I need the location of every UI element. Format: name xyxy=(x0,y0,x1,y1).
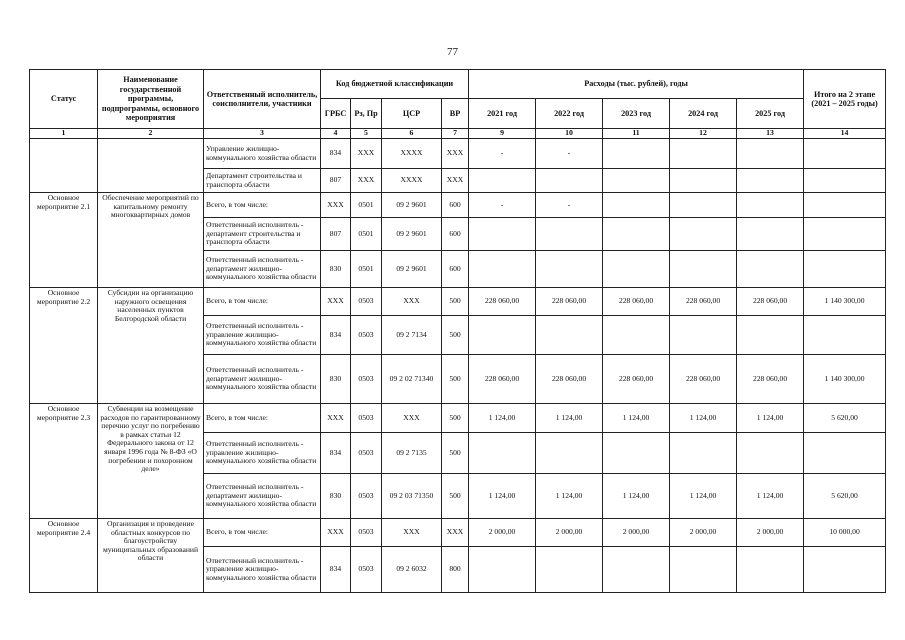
cell-csr: 09 2 6032 xyxy=(382,547,442,593)
cell-csr: 09 2 7134 xyxy=(382,316,442,355)
header-budget-code: Код бюджетной классификации xyxy=(321,70,469,99)
header-grbs: ГРБС xyxy=(321,99,351,129)
table-header xyxy=(30,70,886,139)
responsible-cell: Всего, в том числе: xyxy=(204,193,321,218)
header-status: Статус xyxy=(30,70,98,129)
cell-2024 xyxy=(670,139,737,169)
cell-2023 xyxy=(603,139,670,169)
header-vr: ВР xyxy=(442,99,469,129)
cell-2022: 1 124,00 xyxy=(536,404,603,433)
cell-2022 xyxy=(536,251,603,288)
cell-2021 xyxy=(469,169,536,193)
cell-csr: XXX xyxy=(382,288,442,316)
cell-grbs: XXX xyxy=(321,288,351,316)
responsible-cell: Всего, в том числе: xyxy=(204,519,321,547)
cell-csr: 09 2 9601 xyxy=(382,193,442,218)
table-row xyxy=(30,139,886,169)
table-row xyxy=(30,404,886,433)
cell-2024 xyxy=(670,251,737,288)
cell-2021 xyxy=(469,433,536,474)
header-2022: 2022 год xyxy=(536,99,603,129)
cell-rzpr: XXX xyxy=(351,169,382,193)
cell-csr: XXX xyxy=(382,519,442,547)
cell-grbs: 807 xyxy=(321,169,351,193)
cell-vr: 500 xyxy=(442,355,469,404)
cell-2024: 1 124,00 xyxy=(670,404,737,433)
table-row xyxy=(30,288,886,316)
cell-total xyxy=(804,316,886,355)
cell-rzpr: 0501 xyxy=(351,251,382,288)
cell-2021: - xyxy=(469,193,536,218)
col-number: 4 xyxy=(321,129,351,139)
cell-2025 xyxy=(737,193,804,218)
header-2021: 2021 год xyxy=(469,99,536,129)
table-row xyxy=(30,193,886,218)
cell-grbs: 834 xyxy=(321,316,351,355)
cell-csr: XXX xyxy=(382,404,442,433)
status-cell: Основное мероприятие 2.1 xyxy=(30,193,98,288)
cell-total xyxy=(804,547,886,593)
cell-2025 xyxy=(737,251,804,288)
cell-2021: 2 000,00 xyxy=(469,519,536,547)
cell-2021: 1 124,00 xyxy=(469,404,536,433)
table-body xyxy=(30,139,886,593)
cell-grbs: 830 xyxy=(321,251,351,288)
responsible-cell: Ответственный исполнитель - управление жилищно-коммунального хозяйства области xyxy=(204,433,321,474)
cell-2025: 1 124,00 xyxy=(737,404,804,433)
cell-2021 xyxy=(469,547,536,593)
status-cell xyxy=(30,139,98,193)
cell-2025: 228 060,00 xyxy=(737,288,804,316)
col-number: 5 xyxy=(351,129,382,139)
cell-total xyxy=(804,218,886,251)
status-cell: Основное мероприятие 2.2 xyxy=(30,288,98,404)
responsible-cell: Департамент строительства и транспорта области xyxy=(204,169,321,193)
cell-vr: 500 xyxy=(442,288,469,316)
responsible-cell: Ответственный исполнитель - департамент жилищно-коммунального хозяйства области xyxy=(204,251,321,288)
cell-total xyxy=(804,169,886,193)
cell-2024 xyxy=(670,433,737,474)
cell-vr: 500 xyxy=(442,316,469,355)
cell-2024: 2 000,00 xyxy=(670,519,737,547)
col-number: 10 xyxy=(536,129,603,139)
cell-2022 xyxy=(536,316,603,355)
cell-grbs: XXX xyxy=(321,404,351,433)
cell-total: 10 000,00 xyxy=(804,519,886,547)
responsible-cell: Управление жилищно-коммунального хозяйства области xyxy=(204,139,321,169)
header-rzpr: Рз, Пр xyxy=(351,99,382,129)
cell-csr: 09 2 9601 xyxy=(382,251,442,288)
cell-2023 xyxy=(603,547,670,593)
cell-2022: 228 060,00 xyxy=(536,355,603,404)
cell-vr: XXX xyxy=(442,139,469,169)
cell-csr: 09 2 02 71340 xyxy=(382,355,442,404)
col-number: 3 xyxy=(204,129,321,139)
page-number: 77 xyxy=(447,46,458,58)
cell-2025 xyxy=(737,316,804,355)
cell-csr: XXXX xyxy=(382,139,442,169)
event-name-cell: Субсидии на организацию наружного освещения населенных пунктов Белгородской области xyxy=(98,288,204,404)
cell-grbs: 830 xyxy=(321,355,351,404)
cell-2022 xyxy=(536,433,603,474)
responsible-cell: Ответственный исполнитель - департамент жилищно-коммунального хозяйства области xyxy=(204,355,321,404)
header-2024: 2024 год xyxy=(670,99,737,129)
cell-2022: - xyxy=(536,193,603,218)
status-cell: Основное мероприятие 2.3 xyxy=(30,404,98,519)
event-name-cell: Обеспечение мероприятий по капитальному ремонту многоквартирных домов xyxy=(98,193,204,288)
cell-2024: 228 060,00 xyxy=(670,355,737,404)
cell-2023 xyxy=(603,433,670,474)
cell-2023: 228 060,00 xyxy=(603,288,670,316)
cell-vr: 600 xyxy=(442,218,469,251)
cell-rzpr: 0503 xyxy=(351,355,382,404)
cell-2024 xyxy=(670,547,737,593)
cell-grbs: 834 xyxy=(321,139,351,169)
cell-rzpr: 0503 xyxy=(351,433,382,474)
column-numbers-row xyxy=(30,129,886,139)
cell-2024 xyxy=(670,193,737,218)
cell-vr: XXX xyxy=(442,519,469,547)
cell-2025 xyxy=(737,218,804,251)
event-name-cell: Субвенции на возмещение расходов по гарантированному перечню услуг по погребению в рамках статьи 12 Федерального закона от 12 января 1996 года № 8-ФЗ «О погребении и похоронном деле» xyxy=(98,404,204,519)
cell-2023: 1 124,00 xyxy=(603,404,670,433)
responsible-cell: Ответственный исполнитель - департамент жилищно-коммунального хозяйства области xyxy=(204,474,321,519)
table-row xyxy=(30,519,886,547)
cell-2021 xyxy=(469,251,536,288)
cell-2022: 1 124,00 xyxy=(536,474,603,519)
cell-2024 xyxy=(670,316,737,355)
cell-2021 xyxy=(469,316,536,355)
cell-total: 1 140 300,00 xyxy=(804,355,886,404)
cell-csr: 09 2 7135 xyxy=(382,433,442,474)
cell-2024 xyxy=(670,169,737,193)
responsible-cell: Ответственный исполнитель - управление жилищно-коммунального хозяйства области xyxy=(204,547,321,593)
cell-total xyxy=(804,193,886,218)
header-name: Наименование государственной программы, подпрограммы, основного мероприятия xyxy=(98,70,204,129)
cell-grbs: 834 xyxy=(321,547,351,593)
cell-2025 xyxy=(737,547,804,593)
cell-grbs: XXX xyxy=(321,519,351,547)
cell-vr: 600 xyxy=(442,251,469,288)
event-name-cell: Организация и проведение областных конкурсов по благоустройству муниципальных образований области xyxy=(98,519,204,593)
cell-2022 xyxy=(536,218,603,251)
cell-rzpr: XXX xyxy=(351,139,382,169)
budget-table xyxy=(29,69,886,593)
cell-rzpr: 0503 xyxy=(351,547,382,593)
responsible-cell: Ответственный исполнитель - управление жилищно-коммунального хозяйства области xyxy=(204,316,321,355)
cell-2024 xyxy=(670,218,737,251)
cell-rzpr: 0503 xyxy=(351,288,382,316)
cell-total: 5 620,00 xyxy=(804,474,886,519)
cell-2023 xyxy=(603,316,670,355)
cell-2023 xyxy=(603,251,670,288)
cell-2021: 228 060,00 xyxy=(469,288,536,316)
cell-total: 5 620,00 xyxy=(804,404,886,433)
col-number: 2 xyxy=(98,129,204,139)
cell-grbs: XXX xyxy=(321,193,351,218)
responsible-cell: Всего, в том числе: xyxy=(204,288,321,316)
name-cell xyxy=(98,139,204,193)
col-number: 9 xyxy=(469,129,536,139)
cell-2023: 228 060,00 xyxy=(603,355,670,404)
cell-rzpr: 0503 xyxy=(351,474,382,519)
header-responsible: Ответственный исполнитель, соисполнители, участники xyxy=(204,70,321,129)
cell-grbs: 807 xyxy=(321,218,351,251)
cell-grbs: 830 xyxy=(321,474,351,519)
cell-2022: 228 060,00 xyxy=(536,288,603,316)
cell-2022 xyxy=(536,547,603,593)
cell-rzpr: 0503 xyxy=(351,519,382,547)
cell-2023 xyxy=(603,218,670,251)
status-cell: Основное мероприятие 2.4 xyxy=(30,519,98,593)
col-number: 1 xyxy=(30,129,98,139)
cell-2021 xyxy=(469,218,536,251)
cell-2023: 1 124,00 xyxy=(603,474,670,519)
cell-rzpr: 0501 xyxy=(351,193,382,218)
cell-2022: 2 000,00 xyxy=(536,519,603,547)
header-expenses: Расходы (тыс. рублей), годы xyxy=(469,70,804,99)
cell-csr: XXXX xyxy=(382,169,442,193)
cell-2023: 2 000,00 xyxy=(603,519,670,547)
responsible-cell: Всего, в том числе: xyxy=(204,404,321,433)
cell-2023 xyxy=(603,193,670,218)
header-2025: 2025 год xyxy=(737,99,804,129)
cell-grbs: 834 xyxy=(321,433,351,474)
cell-2022 xyxy=(536,169,603,193)
col-number: 12 xyxy=(670,129,737,139)
cell-vr: 600 xyxy=(442,193,469,218)
col-number: 13 xyxy=(737,129,804,139)
cell-vr: 500 xyxy=(442,404,469,433)
col-number: 7 xyxy=(442,129,469,139)
cell-total xyxy=(804,251,886,288)
cell-2025: 2 000,00 xyxy=(737,519,804,547)
cell-2025 xyxy=(737,169,804,193)
responsible-cell: Ответственный исполнитель - департамент строительства и транспорта области xyxy=(204,218,321,251)
cell-2024: 1 124,00 xyxy=(670,474,737,519)
cell-total xyxy=(804,433,886,474)
header-2023: 2023 год xyxy=(603,99,670,129)
cell-rzpr: 0503 xyxy=(351,316,382,355)
cell-2025 xyxy=(737,139,804,169)
col-number: 11 xyxy=(603,129,670,139)
cell-total: 1 140 300,00 xyxy=(804,288,886,316)
cell-csr: 09 2 9601 xyxy=(382,218,442,251)
cell-2021: 228 060,00 xyxy=(469,355,536,404)
header-total: Итого на 2 этапе (2021 – 2025 годы) xyxy=(804,70,886,129)
cell-vr: XXX xyxy=(442,169,469,193)
cell-2023 xyxy=(603,169,670,193)
cell-rzpr: 0503 xyxy=(351,404,382,433)
cell-2021: - xyxy=(469,139,536,169)
col-number: 6 xyxy=(382,129,442,139)
cell-2024: 228 060,00 xyxy=(670,288,737,316)
cell-2025: 228 060,00 xyxy=(737,355,804,404)
cell-2025: 1 124,00 xyxy=(737,474,804,519)
cell-vr: 500 xyxy=(442,474,469,519)
cell-csr: 09 2 03 71350 xyxy=(382,474,442,519)
col-number: 14 xyxy=(804,129,886,139)
cell-2021: 1 124,00 xyxy=(469,474,536,519)
cell-total xyxy=(804,139,886,169)
cell-rzpr: 0501 xyxy=(351,218,382,251)
cell-2022: - xyxy=(536,139,603,169)
cell-vr: 500 xyxy=(442,433,469,474)
header-csr: ЦСР xyxy=(382,99,442,129)
cell-2025 xyxy=(737,433,804,474)
cell-vr: 800 xyxy=(442,547,469,593)
